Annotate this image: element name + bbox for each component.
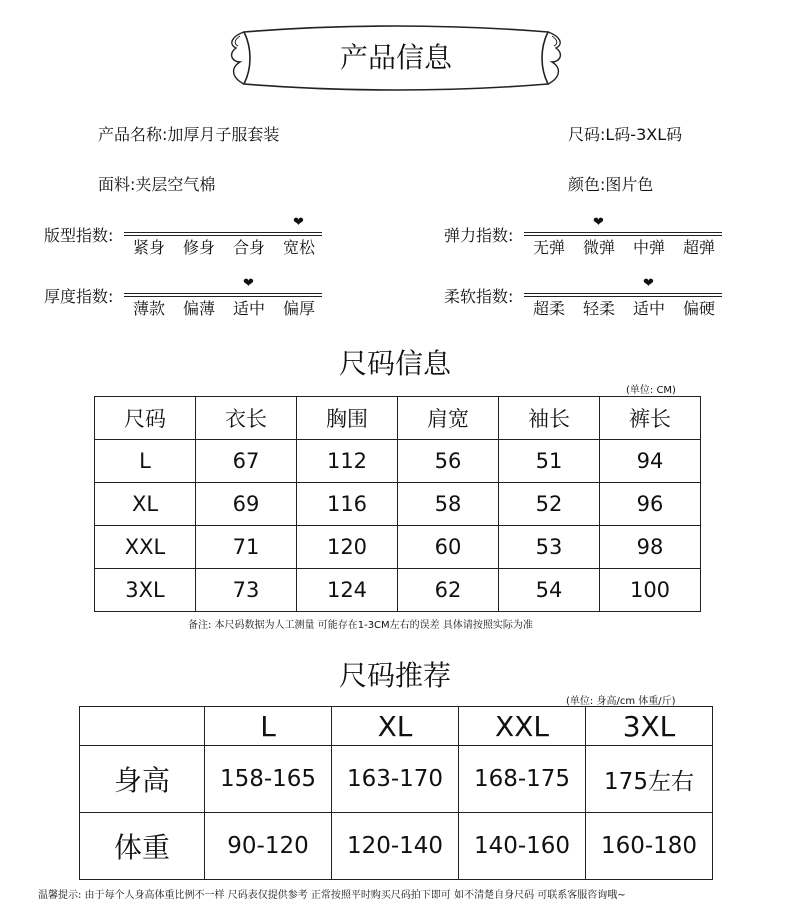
table-row — [95, 569, 701, 612]
table-cell: 90-120 — [205, 813, 332, 880]
table-cell: XXL — [95, 526, 196, 569]
fit-index-label: 版型指数: — [44, 226, 114, 245]
table-cell: 52 — [499, 483, 600, 526]
table-header-cell: 尺码 — [95, 397, 196, 440]
scale-option: 无弹 — [532, 238, 565, 257]
scale-option: 薄款 — [132, 299, 165, 318]
footer-tip: 温馨提示: 由于每个人身高体重比例不一样 尺码表仅提供参考 正常按照平时购买尺码拍下即可 如不清楚自身尺码 可联系客服咨询哦~ — [38, 890, 626, 901]
table-cell: 58 — [398, 483, 499, 526]
softness-index-label: 柔软指数: — [444, 287, 514, 306]
size-recommend-title: 尺码推荐 — [338, 659, 451, 692]
size-info-unit: (单位: CM) — [626, 385, 676, 396]
table-cell: 56 — [398, 440, 499, 483]
size-info-title: 尺码信息 — [338, 347, 451, 380]
table-cell: 112 — [297, 440, 398, 483]
scale-option: 修身 — [182, 238, 215, 257]
scale-option: 适中 — [632, 299, 665, 318]
table-header-cell: 胸围 — [297, 397, 398, 440]
table-cell: 100 — [600, 569, 701, 612]
table-header-cell: 裤长 — [600, 397, 701, 440]
scale-option: 偏薄 — [182, 299, 215, 318]
elastic-index-label: 弹力指数: — [444, 226, 514, 245]
title-banner — [222, 22, 570, 94]
thickness-index-scale — [124, 276, 322, 323]
table-cell: 53 — [499, 526, 600, 569]
row-label: 身高 — [80, 746, 205, 813]
table-cell: 124 — [297, 569, 398, 612]
size-recommend-unit: (单位: 身高/cm 体重/斤) — [566, 696, 676, 707]
scale-option: 适中 — [232, 299, 265, 318]
table-corner-cell — [80, 707, 205, 746]
table-cell: 60 — [398, 526, 499, 569]
table-cell: 163-170 — [332, 746, 459, 813]
table-cell: 140-160 — [459, 813, 586, 880]
table-cell: XL — [95, 483, 196, 526]
heart-marker-icon: ❤ — [593, 215, 604, 230]
scale-option: 微弹 — [582, 238, 615, 257]
table-cell: 69 — [196, 483, 297, 526]
table-cell: 62 — [398, 569, 499, 612]
table-header-cell: 衣长 — [196, 397, 297, 440]
table-header-row — [95, 397, 701, 440]
table-cell: L — [95, 440, 196, 483]
table-header-cell: L — [205, 707, 332, 746]
thickness-index-label: 厚度指数: — [44, 287, 114, 306]
scale-option: 偏厚 — [282, 299, 315, 318]
table-cell: 96 — [600, 483, 701, 526]
scale-option: 中弹 — [632, 238, 665, 257]
heart-marker-icon: ❤ — [293, 215, 304, 230]
table-cell: 120 — [297, 526, 398, 569]
heart-marker-icon: ❤ — [243, 276, 254, 291]
scale-option: 轻柔 — [582, 299, 615, 318]
fabric: 面料:夹层空气棉 — [98, 175, 216, 194]
scale-option: 偏硬 — [682, 299, 715, 318]
fit-index-scale — [124, 215, 322, 262]
scale-option: 宽松 — [282, 238, 315, 257]
color: 颜色:图片色 — [568, 175, 654, 194]
table-row — [80, 813, 713, 880]
table-header-row — [80, 707, 713, 746]
table-header-cell: 3XL — [586, 707, 713, 746]
elastic-index-scale — [524, 215, 722, 262]
table-cell: 116 — [297, 483, 398, 526]
scale-option: 合身 — [232, 238, 265, 257]
table-cell: 54 — [499, 569, 600, 612]
table-header-cell: XL — [332, 707, 459, 746]
table-header-cell: 肩宽 — [398, 397, 499, 440]
table-cell: 51 — [499, 440, 600, 483]
banner-title: 产品信息 — [339, 41, 452, 74]
size-range: 尺码:L码-3XL码 — [568, 125, 683, 144]
heart-marker-icon: ❤ — [643, 276, 654, 291]
table-cell: 175左右 — [586, 746, 713, 813]
product-name: 产品名称:加厚月子服套装 — [98, 125, 280, 144]
scale-option: 紧身 — [132, 238, 165, 257]
table-cell: 160-180 — [586, 813, 713, 880]
row-label: 体重 — [80, 813, 205, 880]
table-cell: 98 — [600, 526, 701, 569]
table-cell: 73 — [196, 569, 297, 612]
table-cell: 158-165 — [205, 746, 332, 813]
scale-option: 超弹 — [682, 238, 715, 257]
table-row — [95, 483, 701, 526]
table-row — [95, 526, 701, 569]
scale-option: 超柔 — [532, 299, 565, 318]
size-recommend-table — [79, 706, 713, 880]
table-cell: 120-140 — [332, 813, 459, 880]
table-cell: 67 — [196, 440, 297, 483]
size-info-table — [94, 396, 701, 612]
table-row — [95, 440, 701, 483]
table-header-cell: XXL — [459, 707, 586, 746]
table-cell: 94 — [600, 440, 701, 483]
table-header-cell: 袖长 — [499, 397, 600, 440]
size-info-note: 备注: 本尺码数据为人工测量 可能存在1-3CM左右的误差 具体请按照实际为准 — [188, 620, 533, 631]
softness-index-scale — [524, 276, 722, 323]
table-cell: 71 — [196, 526, 297, 569]
table-cell: 3XL — [95, 569, 196, 612]
table-cell: 168-175 — [459, 746, 586, 813]
table-row — [80, 746, 713, 813]
